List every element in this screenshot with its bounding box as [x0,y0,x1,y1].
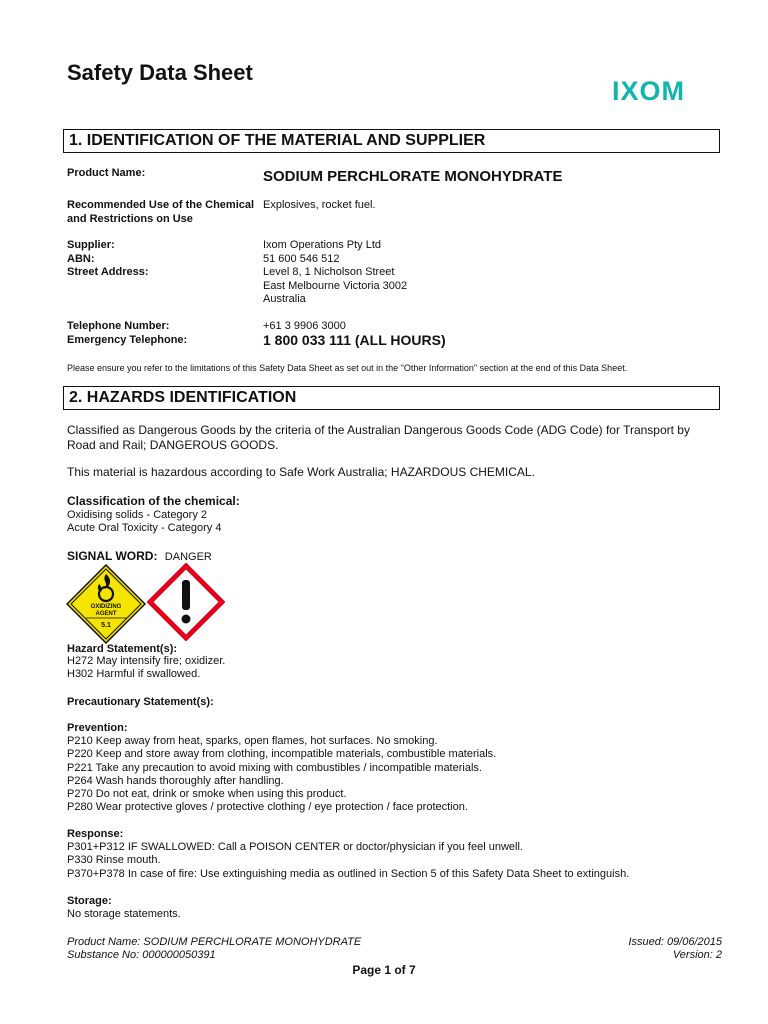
supplier-label: Supplier: [67,239,115,251]
list-item: Acute Oral Toxicity - Category 4 [67,522,222,535]
prevention-heading: Prevention: [67,722,128,734]
hazard-statements-list [67,655,225,682]
exclamation-mark-pictogram-icon [147,563,225,641]
response-list [67,841,629,881]
supplier-labels [67,239,149,280]
page-number: Page 1 of 7 [352,963,416,977]
phone-labels [67,320,187,347]
abn-value: 51 600 546 512 [263,252,340,265]
list-item: H302 Harmful if swallowed. [67,668,201,681]
hazardous-chemical-paragraph: This material is hazardous according to Safe Work Australia; HAZARDOUS CHEMICAL. [67,465,535,479]
footer-product-name: Product Name: SODIUM PERCHLORATE MONOHYDRATE [67,936,362,948]
dangerous-goods-paragraph: Classified as Dangerous Goods by the criteria of the Australian Dangerous Goods Code (ADG Code) for Transport by Road and Rail; DANGEROUS GOODS. [67,423,690,452]
footer-version: Version: 2 [672,949,722,961]
list-item: P330 Rinse mouth. [67,854,161,867]
pictogram-label-2: AGENT [95,611,117,617]
footer-issued: Issued: 09/06/2015 [628,936,722,948]
address-line-3: Australia [263,293,306,305]
section-1-header [63,129,720,153]
list-item: Oxidising solids - Category 2 [67,509,208,521]
footer-substance-no: Substance No: 000000050391 [67,949,216,961]
classification-list [67,509,221,536]
limitations-notice: Please ensure you refer to the limitations of this Safety Data Sheet as set out in the "Other Information" section at the end of this Data Sheet. [67,363,628,373]
signal-word-value: DANGER [164,551,212,563]
list-item: P370+P378 In case of fire: Use extinguishing media as outlined in Section 5 of this Safety Data Sheet to extinguish. [67,867,630,880]
recommended-use-label: Recommended Use of the Chemical and Restrictions on Use [67,199,255,225]
list-item: P220 Keep and store away from clothing, incompatible materials, combustible materials. [67,748,497,761]
ixom-logo: IXOM [612,76,686,106]
supplier-value: Ixom Operations Pty Ltd [263,239,381,251]
list-item: P210 Keep away from heat, sparks, open flames, hot surfaces. No smoking. [67,735,438,747]
oxidizing-agent-pictogram-icon [66,564,146,644]
emergency-label: Emergency Telephone: [67,333,188,346]
storage-heading: Storage: [67,895,112,907]
response-heading: Response: [67,828,124,840]
footer-left [67,936,361,962]
product-name-value: SODIUM PERCHLORATE MONOHYDRATE [263,168,563,185]
section-2-title: 2. HAZARDS IDENTIFICATION [69,389,297,406]
supplier-values [263,239,407,307]
section-1-title: 1. IDENTIFICATION OF THE MATERIAL AND SUPPLIER [69,132,486,149]
section-2-header [63,386,720,410]
street-address-label: Street Address: [67,266,149,278]
telephone-label: Telephone Number: [67,320,170,332]
hazard-statements-heading: Hazard Statement(s): [67,643,178,655]
address-line-2: East Melbourne Victoria 3002 [263,279,408,292]
pictogram-label-3: 5.1 [101,622,111,629]
signal-word [67,549,212,563]
list-item: P221 Take any precaution to avoid mixing with combustibles / incompatible materials. [67,761,482,774]
emergency-value: 1 800 033 111 (ALL HOURS) [263,332,446,348]
product-name-label: Product Name: [67,167,146,179]
list-item: P270 Do not eat, drink or smoke when using this product. [67,788,347,801]
list-item: P264 Wash hands thoroughly after handling. [67,774,284,787]
prevention-list [67,735,496,815]
signal-word-label: SIGNAL WORD: [67,549,158,563]
list-item: P301+P312 IF SWALLOWED: Call a POISON CENTER or doctor/physician if you feel unwell. [67,841,523,853]
recommended-use-value: Explosives, rocket fuel. [263,199,376,211]
pictogram-label-1: OXIDIZING [90,604,122,610]
classification-heading: Classification of the chemical: [67,494,240,508]
abn-label: ABN: [67,252,95,265]
page-title: Safety Data Sheet [67,60,253,85]
footer-right [628,936,722,962]
list-item: P280 Wear protective gloves / protective clothing / eye protection / face protection. [67,801,468,814]
precautionary-heading: Precautionary Statement(s): [67,696,214,708]
list-item: H272 May intensify fire; oxidizer. [67,655,226,667]
storage-text: No storage statements. [67,908,181,920]
address-line-1: Level 8, 1 Nicholson Street [263,266,395,278]
telephone-value: +61 3 9906 3000 [263,320,346,332]
